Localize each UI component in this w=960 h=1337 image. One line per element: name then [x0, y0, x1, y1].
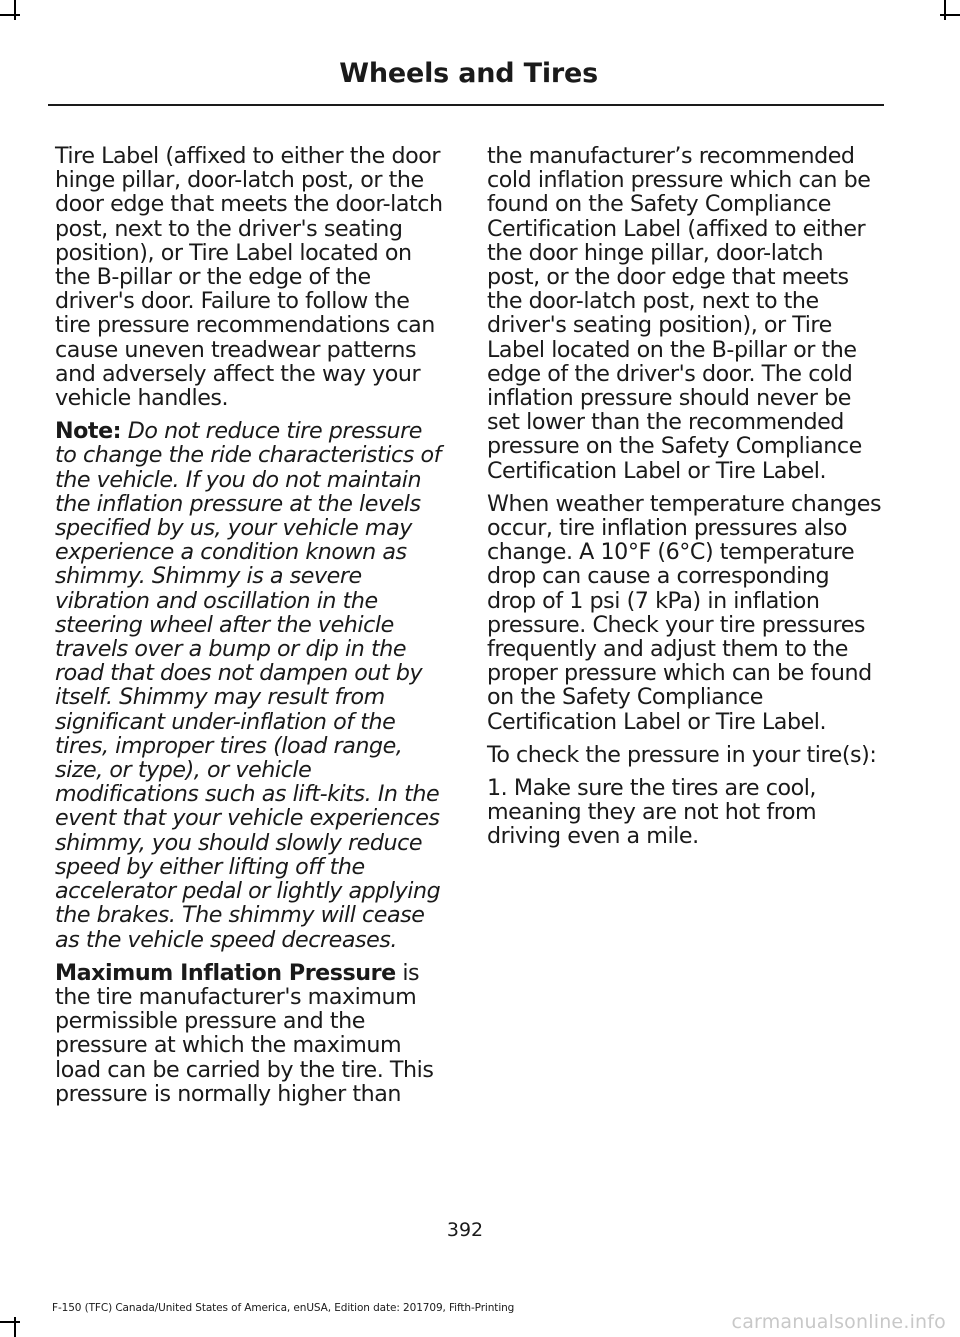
- crop-mark-top-right: [944, 0, 946, 20]
- crop-mark-bottom-left: [14, 1317, 16, 1337]
- crop-mark-top-right-horizontal: [940, 14, 960, 16]
- crop-mark-top-left-horizontal: [0, 14, 20, 16]
- page-title: Wheels and Tires: [339, 58, 598, 89]
- check-pressure-intro: To check the pressure in your tire(s):: [487, 741, 877, 768]
- max-inflation-term: Maximum Inflation Pressure: [55, 959, 396, 986]
- tire-label-paragraph: Tire Label (affixed to either the door hinge pillar, door-latch post, or the door edge that meets the door-latch post, next to the driver's seating position), or Tire Label located on the B-pillar or the edge of the driver's door. Failure to follow the tire pressure recommendations can cause uneven treadwear patterns and adversely affect the way your vehicle handles.: [55, 143, 443, 412]
- edition-footer: F-150 (TFC) Canada/United States of America, enUSA, Edition date: 201709, Fifth-Printing: [52, 1302, 515, 1314]
- right-column: [487, 144, 882, 858]
- cold-inflation-paragraph: the manufacturer’s recommended cold inflation pressure which can be found on the Safety Compliance Certification Label (affixed to either the door hinge pillar, door-latch post, or the door edge that meets the door-latch post, next to the driver's seating position), or Tire Label located on the B-pillar or the edge of the driver's door. The cold inflation pressure should never be set lower than the recommended pressure on the Safety Compliance Certification Label or Tire Label.: [487, 143, 871, 484]
- note-text: Do not reduce tire pressure to change the ride characteristics of the vehicle. If you do not maintain the inflation pressure at the levels specified by us, your vehicle may experience a condition known as shimmy. Shimmy is a severe vibration and oscillation in the steering wheel after the vehicle travels over a bump or dip in the road that does not dampen out by itself. Shimmy may result from significant under-inflation of the tires, improper tires (load range, size, or type), or vehicle modifications such as lift-kits. In the event that your vehicle experiences shimmy, you should slowly reduce speed by either lifting off the accelerator pedal or lightly applying the brakes. The shimmy will cease as the vehicle speed decreases.: [55, 418, 441, 953]
- max-inflation-text: is the tire manufacturer's maximum permissible pressure and the pressure at which the maximum load can be carried by the tire. This pressure is normally higher than: [55, 959, 434, 1107]
- crop-mark-top-left: [14, 0, 16, 20]
- watermark: carmanualsonline.info: [731, 1311, 946, 1333]
- step-1-paragraph: 1. Make sure the tires are cool, meaning they are not hot from driving even a mile.: [487, 775, 817, 850]
- note-label: Note:: [55, 418, 122, 445]
- note-paragraph: [55, 419, 447, 951]
- header-divider: [48, 104, 884, 106]
- temperature-paragraph: When weather temperature changes occur, tire inflation pressures also change. A 10°F (6°C) temperature drop can cause a corresponding drop of 1 psi (7 kPa) in inflation pressure. Check your tire pressures frequently and adjust them to the proper pressure which can be found on the Safety Compliance Certification Label or Tire Label.: [487, 490, 882, 735]
- page-number: 392: [446, 1219, 484, 1241]
- max-inflation-paragraph: [55, 961, 447, 1106]
- left-column: [55, 144, 447, 1115]
- crop-mark-bottom-left-horizontal: [0, 1321, 20, 1323]
